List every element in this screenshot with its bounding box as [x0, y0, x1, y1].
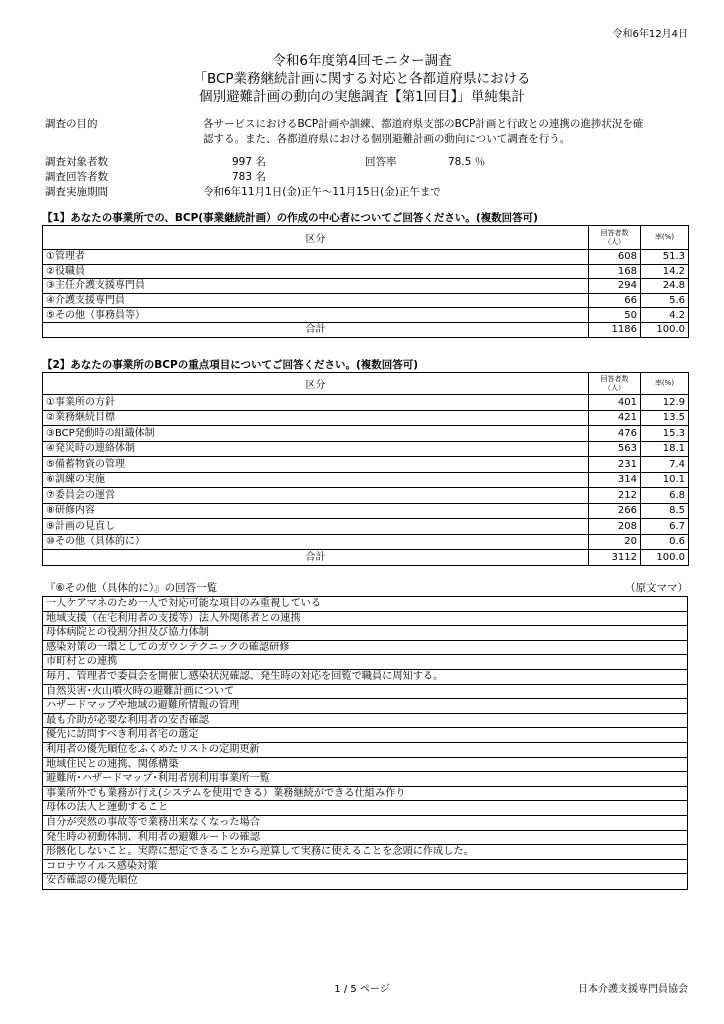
- period-value: 令和6年11月1日(金)正午～11月15日(金)正午まで: [203, 186, 441, 198]
- table-row: [43, 426, 689, 442]
- row-count: 266: [589, 503, 641, 519]
- row-rate: 0.6: [641, 534, 689, 550]
- list-item: 避難所･ハザードマップ･利用者別利用事業所一覧: [43, 772, 687, 787]
- respondents-label: 調査回答者数: [45, 171, 108, 183]
- period-label: 調査実施期間: [45, 186, 108, 198]
- list-item: 優先に訪問すべき利用者宅の選定: [43, 728, 687, 743]
- total-rate: 100.0: [641, 322, 689, 337]
- row-label: ④発災時の連絡体制: [43, 441, 589, 457]
- row-count: 421: [589, 410, 641, 426]
- row-rate: 4.2: [641, 308, 689, 323]
- others-heading: 『⑥その他（具体的に）』の回答一覧: [45, 582, 218, 594]
- list-item: 毎月、管理者で委員会を開催し感染状況確認、発生時の対応を回覧で職員に周知する。: [43, 670, 687, 685]
- table-row: [43, 264, 689, 279]
- row-label: ⑩その他（具体的に）: [43, 534, 589, 550]
- row-count: 476: [589, 426, 641, 442]
- row-label: ⑧研修内容: [43, 503, 589, 519]
- list-item: 発生時の初動体制、利用者の避難ルートの確認: [43, 831, 687, 846]
- row-rate: 7.4: [641, 457, 689, 473]
- table-header-row: [43, 373, 689, 395]
- list-item: 自然災害･火山噴火時の避難計画について: [43, 685, 687, 700]
- table-row: [43, 534, 689, 550]
- table-header-row: [43, 226, 689, 250]
- list-item: 安否確認の優先順位: [46, 875, 138, 887]
- row-label: ⑤備蓄物資の管理: [43, 457, 589, 473]
- header-category: 区分: [43, 373, 589, 395]
- row-label: ③BCP発動時の組織体制: [43, 426, 589, 442]
- header-count-line-1: 回答者数: [600, 374, 629, 383]
- table-row: [43, 410, 689, 426]
- total-label: 合計: [43, 322, 589, 337]
- row-rate: 24.8: [641, 279, 689, 294]
- table-row: [43, 488, 689, 504]
- table-row: [43, 457, 689, 473]
- q1-table-body: [43, 250, 689, 323]
- table-row: [43, 441, 689, 457]
- row-rate: 15.3: [641, 426, 689, 442]
- row-label: ②役職員: [43, 264, 589, 279]
- list-item: 地域住民との連携、関係構築: [43, 758, 687, 773]
- list-item: 市町村との連携: [43, 655, 687, 670]
- organization-name: 日本介護支援専門員協会: [578, 984, 688, 995]
- header-count-line-2: （人）: [604, 383, 625, 392]
- row-count: 20: [589, 534, 641, 550]
- table-row: [43, 308, 689, 323]
- row-label: ①管理者: [43, 250, 589, 265]
- total-rate: 100.0: [641, 550, 689, 566]
- row-rate: 13.5: [641, 410, 689, 426]
- list-item: 自分が突然の事故等で業務出来なくなった場合: [43, 816, 687, 831]
- total-row: [43, 322, 689, 337]
- row-count: 294: [589, 279, 641, 294]
- header-rate: 率(%): [641, 373, 689, 395]
- table-row: [43, 503, 689, 519]
- table-row: [43, 395, 689, 411]
- title-line-3: 個別避難計画の動向の実態調査【第1回目】」単純集計: [199, 89, 525, 105]
- q2-table: [42, 372, 689, 566]
- header-count: [589, 226, 641, 250]
- total-count: 1186: [589, 322, 641, 337]
- list-item: 地域支援（在宅利用者の支援等）法人外関係者との連携: [43, 612, 687, 627]
- total-label: 合計: [43, 550, 589, 566]
- list-item: 事業所外でも業務が行え(システムを使用できる）業務継続ができる仕組み作り: [43, 787, 687, 802]
- purpose-text: [203, 117, 643, 147]
- row-count: 212: [589, 488, 641, 504]
- row-count: 401: [589, 395, 641, 411]
- row-label: ③主任介護支援専門員: [43, 279, 589, 294]
- row-count: 231: [589, 457, 641, 473]
- q2-table-body: [43, 395, 689, 550]
- row-label: ⑨計画の見直し: [43, 519, 589, 535]
- row-label: ⑥訓練の実施: [43, 472, 589, 488]
- row-count: 50: [589, 308, 641, 323]
- list-item: コロナウイルス感染対策: [43, 860, 687, 875]
- header-category: 区分: [43, 226, 589, 250]
- list-item: 形骸化しないこと。実際に想定できることから逆算して実務に使えることを念頭に作成した。: [43, 845, 687, 860]
- table-row: [43, 293, 689, 308]
- list-item: 最も介助が必要な利用者の安否確認: [43, 714, 687, 729]
- header-count: [589, 373, 641, 395]
- row-count: 314: [589, 472, 641, 488]
- row-label: ②業務継続目標: [43, 410, 589, 426]
- others-list: [42, 596, 688, 890]
- header-count-line-2: （人）: [604, 237, 625, 246]
- table-row: [43, 279, 689, 294]
- row-label: ⑤その他（事務員等）: [43, 308, 589, 323]
- purpose-line-1: 各サービスにおけるBCP計画や訓練、都道府県支部のBCP計画と行政との連携の進捗状況を確: [203, 118, 644, 130]
- row-label: ⑦委員会の運営: [43, 488, 589, 504]
- row-label: ④介護支援専門員: [43, 293, 589, 308]
- list-item: 母体病院との役割分担及び協力体制: [43, 626, 687, 641]
- row-rate: 14.2: [641, 264, 689, 279]
- list-item: 一人ケアマネのため一人で対応可能な項目のみ重視している: [43, 597, 687, 612]
- page-number: 1 / 5 ページ: [334, 984, 390, 995]
- purpose-label: 調査の目的: [45, 118, 98, 130]
- row-rate: 5.6: [641, 293, 689, 308]
- row-count: 66: [589, 293, 641, 308]
- row-rate: 10.1: [641, 472, 689, 488]
- list-item: 感染対策の一環としてのガウンテクニックの確認研修: [43, 641, 687, 656]
- target-label: 調査対象者数: [45, 156, 108, 168]
- row-label: ①事業所の方針: [43, 395, 589, 411]
- header-rate: 率(%): [641, 226, 689, 250]
- list-item: 母体の法人と運動すること: [43, 801, 687, 816]
- header-count-line-1: 回答者数: [600, 228, 629, 237]
- others-note: （原文ママ）: [625, 582, 688, 594]
- row-rate: 6.8: [641, 488, 689, 504]
- total-row: [43, 550, 689, 566]
- total-count: 3112: [589, 550, 641, 566]
- row-count: 608: [589, 250, 641, 265]
- q1-heading: 【1】あなたの事業所での、BCP(事業継続計画）の作成の中心者についてご回答ください。(複数回答可): [42, 212, 538, 224]
- title-line-2: 「BCP業務継続計画に関する対応と各都道府県における: [193, 71, 531, 87]
- table-row: [43, 519, 689, 535]
- row-rate: 8.5: [641, 503, 689, 519]
- row-rate: 51.3: [641, 250, 689, 265]
- row-rate: 12.9: [641, 395, 689, 411]
- table-row: [43, 250, 689, 265]
- q1-table: [42, 225, 689, 338]
- purpose-line-2: 認する。また、各都道府県における個別避難計画の動向について調査を行う。: [203, 133, 571, 145]
- title-line-1: 令和6年度第4回モニター調査: [272, 53, 452, 69]
- table-row: [43, 472, 689, 488]
- list-item: ハザードマップや地域の避難所情報の管理: [43, 699, 687, 714]
- list-item: 利用者の優先順位をふくめたリストの定期更新: [43, 743, 687, 758]
- q2-heading: 【2】あなたの事業所のBCPの重点項目についてご回答ください。(複数回答可): [42, 359, 419, 371]
- response-rate-value: 78.5 ％: [448, 156, 486, 168]
- row-count: 563: [589, 441, 641, 457]
- document-title: [0, 52, 724, 106]
- row-count: 208: [589, 519, 641, 535]
- row-rate: 18.1: [641, 441, 689, 457]
- document-date: 令和6年12月4日: [612, 29, 688, 40]
- row-count: 168: [589, 264, 641, 279]
- target-value: 997 名: [232, 156, 266, 168]
- row-rate: 6.7: [641, 519, 689, 535]
- respondents-value: 783 名: [232, 171, 266, 183]
- response-rate-label: 回答率: [365, 156, 397, 168]
